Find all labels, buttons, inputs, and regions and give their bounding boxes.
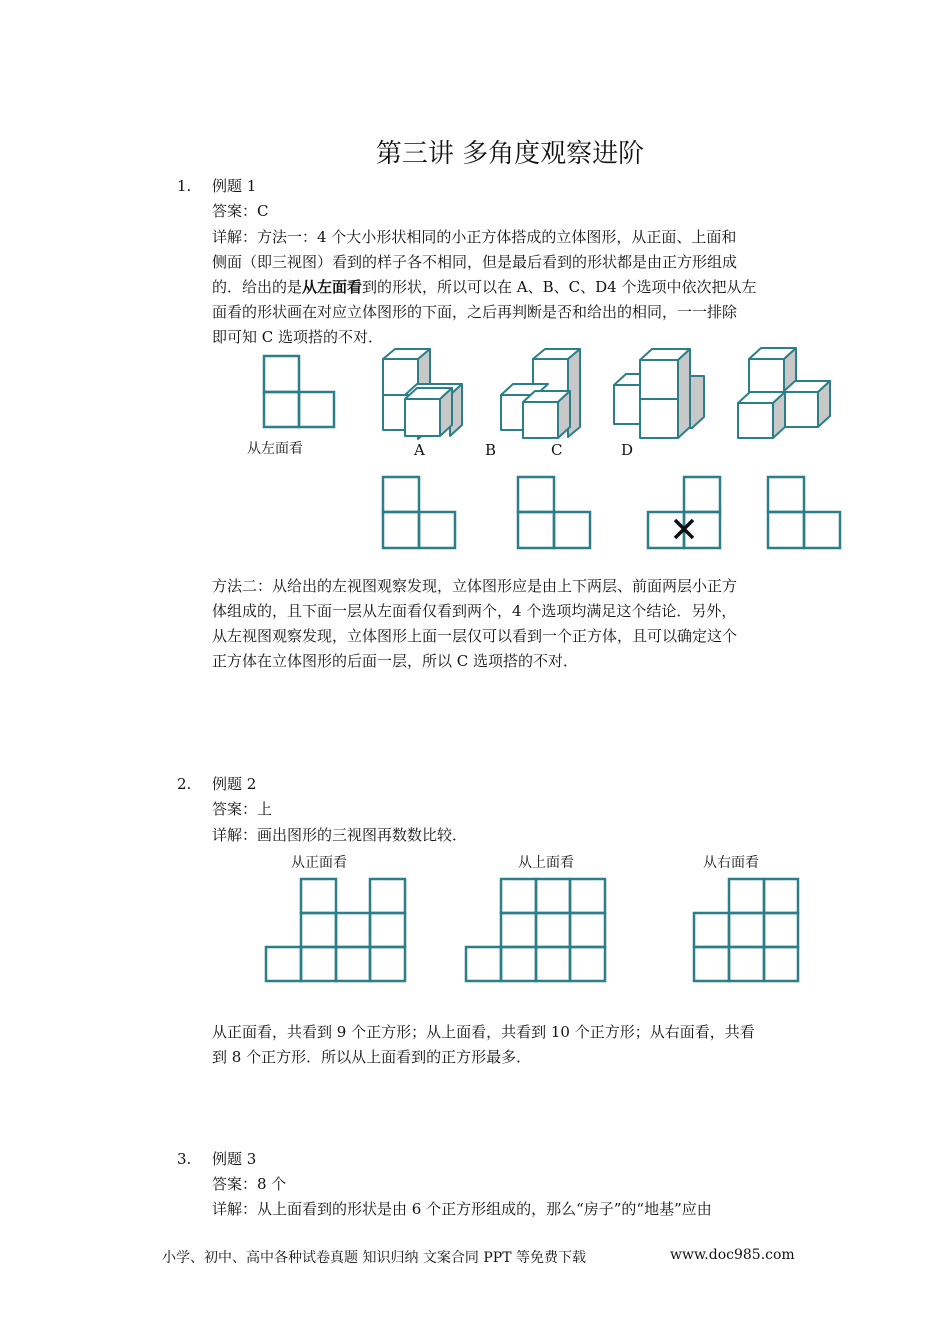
q2-summary-line: 从正面看，共看到 9 个正方形；从上面看，共看到 10 个正方形；从右面看，共看 — [212, 1023, 755, 1041]
option-c-label: C — [551, 441, 563, 459]
q1-m2-line: 体组成的，且下面一层从左面看仅看到两个，4 个选项均满足这个结论．另外， — [212, 602, 737, 620]
option-d-3d-figure — [733, 343, 833, 443]
option-d-left-view — [765, 474, 845, 552]
q1-m1-line: 详解：方法一：4 个大小形状相同的小正方体搭成的立体图形，从正面、上面和 — [212, 228, 737, 246]
q1-method1 — [212, 225, 812, 350]
option-a-label: A — [414, 441, 425, 459]
page-title: 第三讲 多角度观察进阶 — [375, 139, 645, 169]
right-view-caption: 从右面看 — [703, 855, 759, 871]
option-b-label: B — [485, 441, 497, 459]
q2-label: 例题 2 — [212, 775, 257, 793]
q3-label: 例题 3 — [212, 1150, 257, 1168]
footer-site-link[interactable]: www.doc985.com — [670, 1247, 795, 1263]
q1-m1-line: 的．给出的是从左面看到的形状，所以可以在 A、B、C、D4 个选项中依次把从左 — [212, 278, 757, 296]
q3-detail: 详解：从上面看到的形状是由 6 个正方形组成的，那么“房子”的“地基”应由 — [212, 1200, 712, 1218]
highlight-text: 从左面看 — [302, 278, 363, 296]
q1-number: 1. — [177, 177, 192, 195]
left-view-caption: 从左面看 — [247, 441, 303, 457]
q1-m2-line: 正方体在立体图形的后面一层，所以 C 选项搭的不对． — [212, 652, 579, 670]
left-view-figure — [258, 352, 340, 432]
top-view-caption: 从上面看 — [518, 855, 574, 871]
q2-number: 2. — [177, 775, 192, 793]
front-view-grid — [264, 877, 410, 985]
q3-answer: 答案：8 个 — [212, 1175, 287, 1193]
q1-m1-line: 即可知 C 选项搭的不对． — [212, 328, 384, 346]
q2-answer: 答案：上 — [212, 800, 273, 818]
option-d-label: D — [621, 441, 634, 459]
q1-m1-line: 面看的形状画在对应立体图形的下面，之后再判断是否和给出的相同，一一排除 — [212, 303, 738, 321]
q1-m2-line: 方法二：从给出的左视图观察发现，立体图形应是由上下两层、前面两层小正方 — [212, 577, 738, 595]
q1-label: 例题 1 — [212, 177, 257, 195]
option-b-3d-figure — [495, 343, 590, 443]
q3-number: 3. — [177, 1150, 192, 1168]
option-a-left-view — [380, 474, 460, 552]
option-c-left-view — [645, 474, 725, 552]
front-view-caption: 从正面看 — [291, 855, 347, 871]
option-a-3d-figure — [375, 343, 470, 443]
option-b-left-view — [515, 474, 595, 552]
q2-summary-line: 到 8 个正方形．所以从上面看到的正方形最多． — [212, 1048, 532, 1066]
footer-text: 小学、初中、高中各种试卷真题 知识归纳 文案合同 PPT 等免费下载 — [162, 1250, 586, 1266]
q2-detail: 详解：画出图形的三视图再数数比较． — [212, 826, 468, 844]
right-view-grid — [692, 877, 804, 985]
q1-m2-line: 从左视图观察发现，立体图形上面一层仅可以看到一个正方体，且可以确定这个 — [212, 627, 738, 645]
q2-summary — [212, 1020, 812, 1070]
option-c-3d-figure — [608, 343, 708, 443]
q1-method2 — [212, 574, 812, 674]
q1-m1-line: 侧面（即三视图）看到的样子各不相同，但是最后看到的形状都是由正方形组成 — [212, 253, 738, 271]
q1-answer: 答案：C — [212, 202, 269, 220]
top-view-grid — [464, 877, 610, 985]
